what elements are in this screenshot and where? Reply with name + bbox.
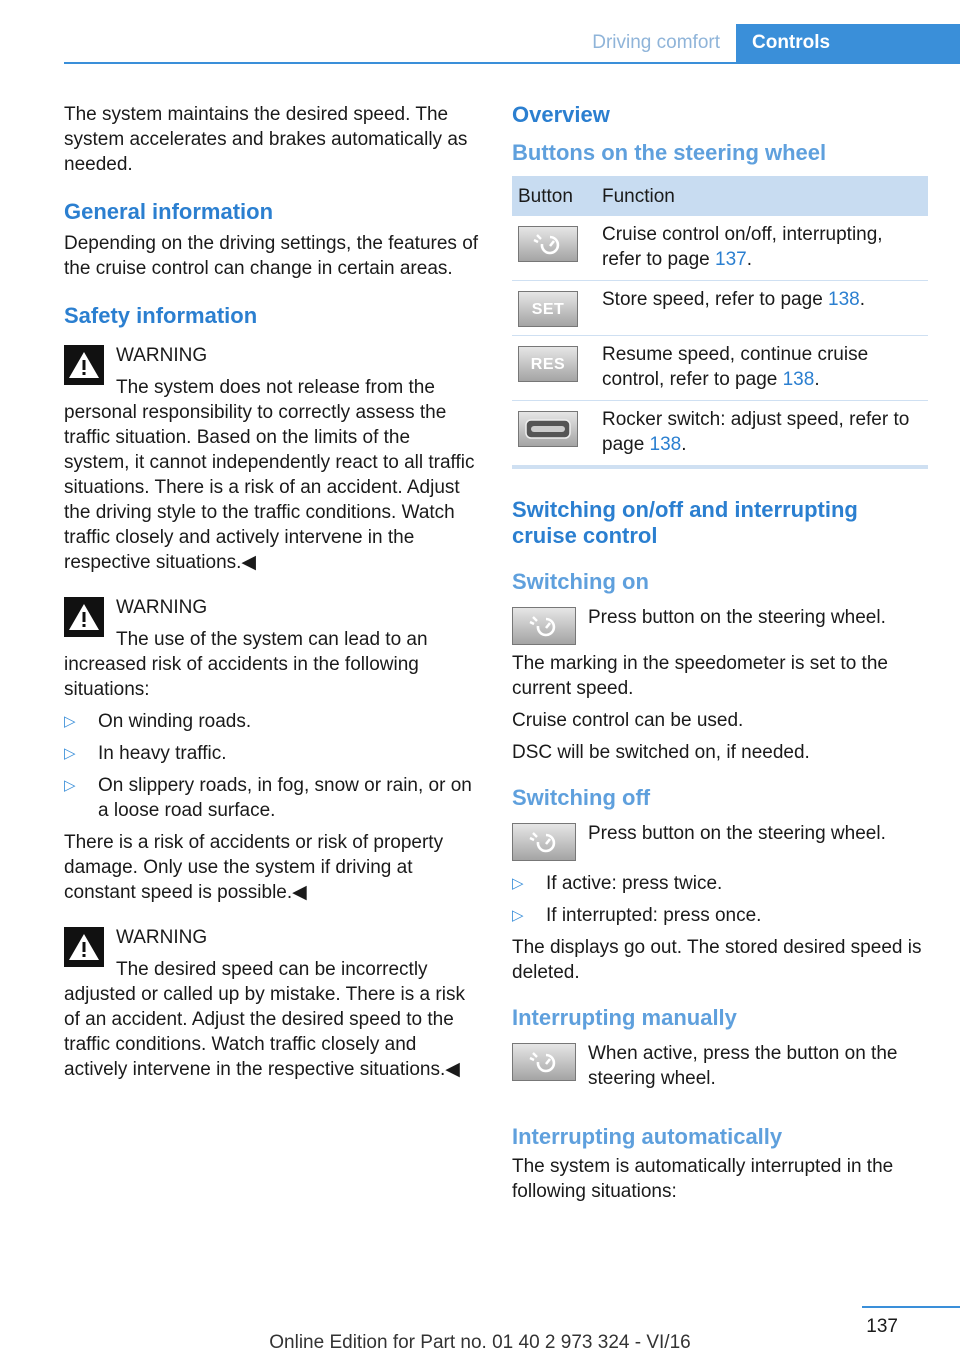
interrupting-manually-press: When active, press the button on the steering wheel. [588, 1043, 898, 1089]
general-text: Depending on the driving settings, the features of the cruise control can change in certain areas. [64, 233, 479, 279]
switching-off-after: The displays go out. The stored desired speed is deleted. [512, 937, 922, 983]
interrupting-manually-heading: Interrupting manually [512, 1005, 737, 1030]
warning-title: WARNING [116, 345, 208, 366]
page-reference-link[interactable]: 138 [782, 369, 815, 390]
warning-triangle-icon [64, 597, 104, 637]
right-column [512, 102, 928, 1211]
safety-heading: Safety information [64, 303, 258, 328]
warning-1 [64, 343, 480, 575]
cruise-control-icon [512, 607, 576, 645]
list-item: ▷ If interrupted: press once. [512, 903, 928, 928]
res-button-icon: RES [518, 346, 578, 382]
warning-title: WARNING [116, 927, 208, 948]
footer-edition: Online Edition for Part no. 01 40 2 973 324 - VI/16 [269, 1332, 691, 1353]
overview-heading: Overview [512, 102, 610, 127]
intro-text: The system maintains the desired speed. The system accelerates and brakes automatically as needed. [64, 104, 468, 175]
cruise-control-icon [518, 226, 578, 262]
warning-title: WARNING [116, 597, 208, 618]
warning-list [64, 709, 480, 823]
function-text: Rocker switch: adjust speed, refer to page [602, 409, 910, 455]
table-row: Rocker switch: adjust speed, refer to page 138. [512, 401, 928, 468]
switching-on-text-1: The marking in the speedometer is set to the current speed. [512, 653, 888, 699]
general-heading: General information [64, 199, 274, 224]
warning-text: The desired speed can be incorrectly adjusted or called up by mistake. There is a risk of an accident. Adjust the desired speed to the traffic conditions. Watch traffic closely and actively intervene in the respective situations.◀ [64, 959, 465, 1080]
col-function-header: Function [596, 176, 928, 216]
function-text: Store speed, refer to page [602, 289, 829, 310]
switching-on-press: Press button on the steering wheel. [588, 607, 886, 628]
buttons-table [512, 176, 928, 469]
page-number: 137 [866, 1316, 898, 1337]
buttons-heading: Buttons on the steering wheel [512, 140, 827, 165]
list-item: ▷ On slippery roads, in fog, snow or rain, or on a loose road surface. [64, 773, 480, 823]
col-button-header: Button [512, 176, 596, 216]
table-row: SET Store speed, refer to page 138. [512, 281, 928, 336]
header-section: Driving comfort [592, 32, 720, 53]
table-row: RES Resume speed, continue cruise control, refer to page 138. [512, 336, 928, 401]
list-item: ▷ On winding roads. [64, 709, 480, 734]
warning-text: The system does not release from the personal responsibility to correctly assess the traffic situation. Based on the limits of the system, it cannot independently react to all traffic situations. There is a risk of an accident. Adjust the driving style to the traffic conditions. Watch traffic closely and actively intervene in the respective situations.◀ [64, 377, 475, 573]
warning-after-text: There is a risk of accidents or risk of property damage. Only use the system if driving at constant speed is possible.◀ [64, 832, 444, 903]
cruise-control-icon [512, 823, 576, 861]
switching-on-text-2: Cruise control can be used. [512, 710, 744, 731]
table-header-row [512, 176, 928, 216]
switching-on-heading: Switching on [512, 569, 649, 594]
header-tab: Controls [736, 24, 960, 62]
warning-triangle-icon [64, 927, 104, 967]
interrupting-automatically-heading: Interrupting automatically [512, 1124, 783, 1149]
function-text: Cruise control on/off, interrupting, refer to page [602, 224, 883, 270]
list-item: ▷ If active: press twice. [512, 871, 928, 896]
page-header [64, 24, 960, 64]
switching-heading: Switching on/off and interrupting cruise control [512, 497, 858, 548]
interrupting-automatically-text: The system is automatically interrupted in the following situations: [512, 1156, 894, 1202]
warning-triangle-icon [64, 345, 104, 385]
switching-on-text-3: DSC will be switched on, if needed. [512, 742, 810, 763]
function-text: Resume speed, continue cruise control, refer to page [602, 344, 869, 390]
rocker-switch-icon [518, 411, 578, 447]
page-reference-link[interactable]: 137 [715, 249, 747, 270]
set-button-icon: SET [518, 291, 578, 327]
cruise-control-icon [512, 1043, 576, 1081]
left-column [64, 102, 480, 1089]
switching-off-list [512, 871, 928, 928]
table-row: Cruise control on/off, interrupting, refer to page 137. [512, 216, 928, 281]
page-reference-link[interactable]: 138 [828, 289, 860, 310]
warning-2 [64, 595, 480, 905]
switching-off-heading: Switching off [512, 785, 651, 810]
footer-rule [862, 1306, 960, 1308]
warning-3 [64, 925, 480, 1082]
warning-text: The use of the system can lead to an increased risk of accidents in the following situations: [64, 629, 428, 700]
page-reference-link[interactable]: 138 [649, 434, 682, 455]
list-item: ▷ In heavy traffic. [64, 741, 480, 766]
switching-off-press: Press button on the steering wheel. [588, 823, 886, 844]
